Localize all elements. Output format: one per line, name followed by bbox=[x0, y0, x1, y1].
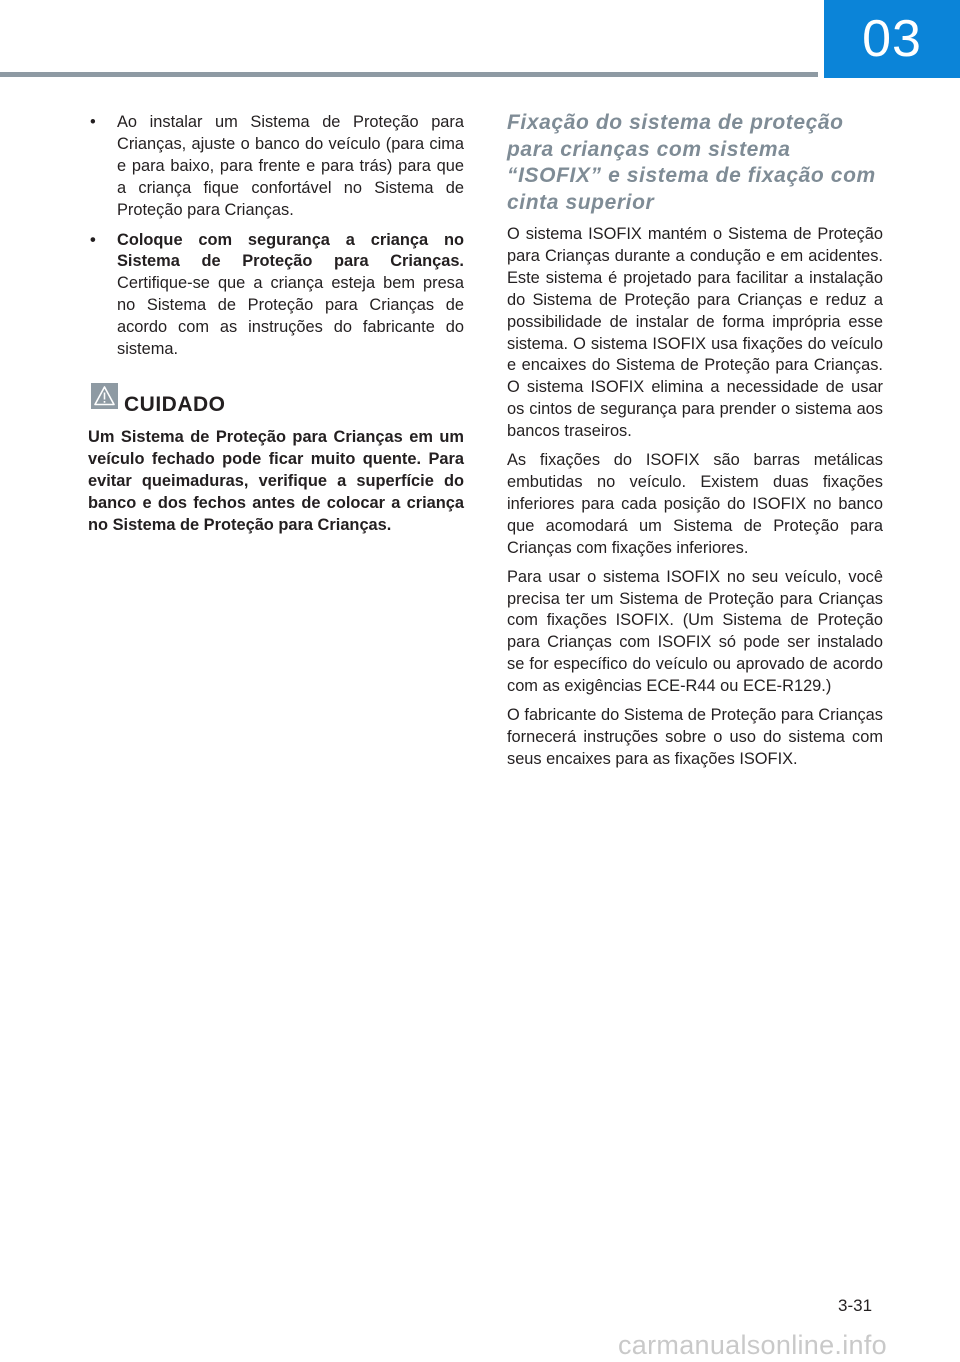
bullet-bold-text: Coloque com segurança a criança no Sistema de Proteção para Crianças. bbox=[117, 230, 464, 271]
bullet-text: Ao instalar um Sistema de Proteção para Crianças, ajuste o banco do veículo (para cima e para baixo, para frente e para trás) para que a criança fique confortável no Sistema de Proteção para Crianças. bbox=[117, 113, 464, 219]
left-column bbox=[88, 110, 464, 553]
chapter-tab bbox=[824, 0, 960, 78]
caution-title: CUIDADO bbox=[124, 392, 226, 416]
watermark[interactable]: carmanualsonline.info bbox=[618, 1330, 887, 1360]
chapter-number: 03 bbox=[862, 10, 922, 68]
paragraph: Para usar o sistema ISOFIX no seu veículo, você precisa ter um Sistema de Proteção para Crianças com fixações ISOFIX. (Um Sistema de Proteção para Crianças com ISOFIX só pode ser instalado se for específico do veículo ou aprovado de acordo com as exigências ECE-R44 ou ECE-R129.) bbox=[507, 567, 883, 696]
paragraph: O fabricante do Sistema de Proteção para Crianças fornecerá instruções sobre o uso do sistema com seus encaixes para as fixações ISOFIX. bbox=[507, 706, 883, 768]
list-item bbox=[88, 230, 464, 361]
page-number: 3-31 bbox=[838, 1296, 873, 1315]
paragraph: O sistema ISOFIX mantém o Sistema de Proteção para Crianças durante a condução e em acidentes. Este sistema é projetado para facilitar a instalação do Sistema de Proteção para Crianças e reduz a possibilidade de instalar de forma imprópria esse sistema. O sistema ISOFIX usa fixações do veículo e encaixes do Sistema de Proteção para Crianças. O sistema ISOFIX elimina a necessidade de usar os cintos de segurança para prender o sistema aos bancos traseiros. bbox=[507, 225, 883, 441]
section-heading: Fixação do sistema de proteção para crianças com sistema “ISOFIX” e sistema de fixação com cinta superior bbox=[507, 111, 876, 214]
bullet-text: Certifique-se que a criança esteja bem presa no Sistema de Proteção para Crianças de acordo com as instruções do fabricante do sistema. bbox=[117, 274, 464, 359]
header-rule bbox=[0, 72, 818, 77]
bullet-list bbox=[88, 112, 464, 361]
bullet-mark: • bbox=[90, 230, 96, 249]
bullet-mark: • bbox=[90, 113, 96, 131]
warning-triangle-icon bbox=[91, 383, 118, 409]
caution-header bbox=[91, 381, 464, 417]
right-column bbox=[507, 110, 883, 778]
list-item bbox=[88, 112, 464, 222]
caution-text: Um Sistema de Proteção para Crianças em um veículo fechado pode ficar muito quente. Para evitar queimaduras, verifique a superfície do banco e dos fechos antes de colocar a criança no Sistema de Proteção para Crianças. bbox=[88, 427, 464, 534]
paragraph: As fixações do ISOFIX são barras metálicas embutidas no veículo. Existem duas fixações inferiores para cada posição do ISOFIX no banco que acomodará um Sistema de Proteção para Crianças com fixações inferiores. bbox=[507, 451, 883, 557]
